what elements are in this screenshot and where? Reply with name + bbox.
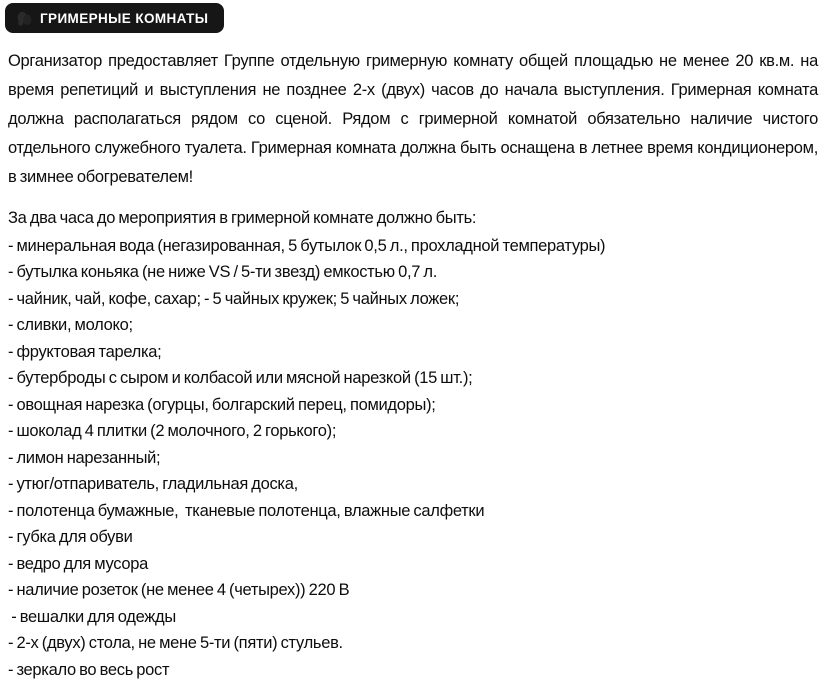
list-item: - бутылка коньяка (не ниже VS / 5-ти звезд) емкостью 0,7 л. — [8, 259, 820, 286]
list-item: - ведро для мусора — [8, 551, 820, 578]
theater-masks-icon — [16, 10, 33, 27]
list-item: - бутерброды с сыром и колбасой или мясной нарезкой (15 шт.); — [8, 365, 820, 392]
list-item: - лимон нарезанный; — [8, 445, 820, 472]
list-item: - минеральная вода (негазированная, 5 бутылок 0,5 л., прохладной температуры) — [8, 233, 820, 260]
list-item: - зеркало во весь рост — [8, 657, 820, 683]
list-intro: За два часа до мероприятия в гримерной комнате должно быть: — [8, 205, 820, 232]
intro-paragraph: Организатор предоставляет Группе отдельную гримерную комнату общей площадью не менее 20 кв.м. на время репетиций и выступления не позднее 2-х (двух) часов до начала выступления. Гримерная комната должна располагаться рядом со сценой. Рядом с гримерной комнатой обязательно наличие чистого отдельного служебного туалета. Гримерная комната должна быть оснащена в летнее время кондиционером, в зимнее обогревателем! — [8, 47, 818, 192]
list-item: - 2-х (двух) стола, не мене 5-ти (пяти) стульев. — [8, 630, 820, 657]
list-item: - чайник, чай, кофе, сахар; - 5 чайных кружек; 5 чайных ложек; — [8, 286, 820, 313]
rider-list — [8, 233, 820, 683]
list-item: - наличие розеток (не менее 4 (четырех)) 220 В — [8, 577, 820, 604]
list-item: - овощная нарезка (огурцы, болгарский перец, помидоры); — [8, 392, 820, 419]
list-item: - шоколад 4 плитки (2 молочного, 2 горького); — [8, 418, 820, 445]
list-item: - полотенца бумажные, тканевые полотенца, влажные салфетки — [8, 498, 820, 525]
list-item: - утюг/отпариватель, гладильная доска, — [8, 471, 820, 498]
list-item: - губка для обуви — [8, 524, 820, 551]
list-item: - сливки, молоко; — [8, 312, 820, 339]
list-item: - вешалки для одежды — [8, 604, 820, 631]
section-title: ГРИМЕРНЫЕ КОМНАТЫ — [40, 11, 208, 26]
section-header-badge — [5, 3, 224, 33]
list-item: - фруктовая тарелка; — [8, 339, 820, 366]
